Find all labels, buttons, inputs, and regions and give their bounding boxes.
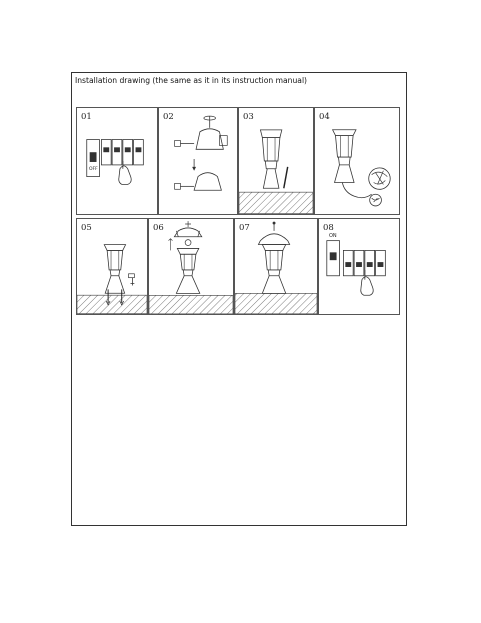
- step-panel-06: [148, 218, 234, 315]
- base-screw-fixing-illustration: [77, 219, 147, 314]
- step-panel-01: [76, 107, 158, 215]
- switch-off-label: OFF: [89, 167, 98, 172]
- wire-connection-illustration: [315, 108, 399, 214]
- switch-on-label: ON: [329, 233, 337, 239]
- step-number: 04: [319, 112, 330, 122]
- step-number: 03: [243, 112, 254, 122]
- step-panel-02: [158, 107, 238, 215]
- step-panel-05: [76, 218, 148, 315]
- breaker-off-illustration: [77, 108, 157, 214]
- step-panel-03: [238, 107, 314, 215]
- bulb-installation-illustration: [149, 219, 233, 314]
- step-number: 07: [239, 223, 250, 233]
- sheet-heading: Installation drawing (the same as it in its instruction manual): [75, 76, 308, 85]
- step-number: 02: [163, 112, 174, 122]
- assembled-lamp-illustration: [235, 219, 317, 314]
- lamp-cap-removal-illustration: [159, 108, 237, 214]
- step-panel-07: [234, 218, 318, 315]
- step-number: 05: [81, 223, 92, 233]
- step-panel-08: [318, 218, 400, 315]
- base-placement-illustration: [239, 108, 313, 214]
- step-number: 06: [153, 223, 164, 233]
- step-number: 01: [81, 112, 92, 122]
- step-number: 08: [323, 223, 334, 233]
- instruction-sheet: [71, 72, 407, 526]
- step-panel-04: [314, 107, 400, 215]
